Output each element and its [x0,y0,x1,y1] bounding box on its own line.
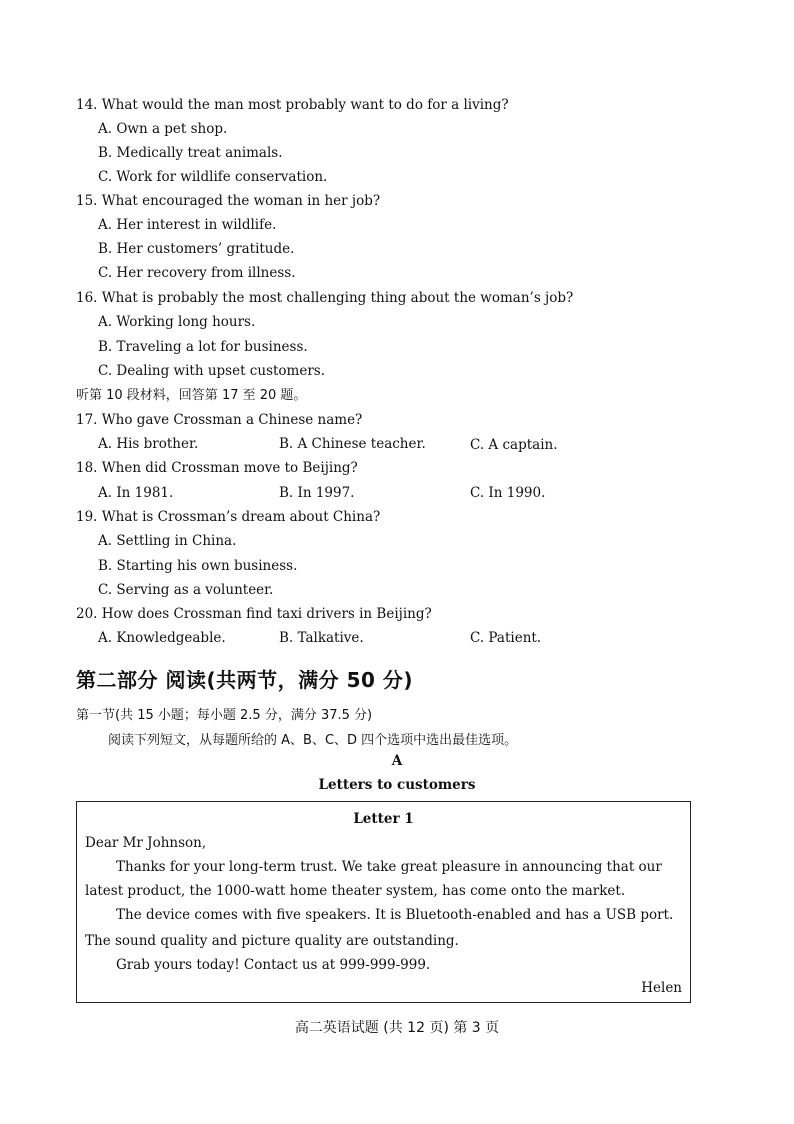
section1-heading: 第一节(共 15 小题；每小题 2.5 分，满分 37.5 分) [76,708,373,723]
reading-instruction: 阅读下列短文，从每题所给的 A、B、C、D 四个选项中选出最佳选项。 [108,733,518,748]
question-14: 14. What would the man most probably want to do for a living? [76,97,509,113]
option-14a: A. Own a pet shop. [98,121,228,137]
question-16: 16. What is probably the most challenging thing about the woman’s job? [76,290,574,306]
question-19: 19. What is Crossman’s dream about China? [76,509,381,525]
option-16c: C. Dealing with upset customers. [98,363,326,379]
letter-line-5: Grab yours today! Contact us at 999-999-999. [116,957,431,973]
option-20b: B. Talkative. [279,630,364,646]
letter-1-title: Letter 1 [353,811,414,827]
letter-1-box [76,801,691,1003]
option-15c: C. Her recovery from illness. [98,265,296,281]
option-14b: B. Medically treat animals. [98,145,283,161]
option-17c: C. A captain. [470,437,558,453]
option-15a: A. Her interest in wildlife. [98,217,277,233]
letter-line-1: Thanks for your long-term trust. We take great pleasure in announcing that our [116,859,662,875]
option-19c: C. Serving as a volunteer. [98,582,274,598]
option-18a: A. In 1981. [98,485,174,501]
question-17: 17. Who gave Crossman a Chinese name? [76,412,363,428]
part2-title: 第二部分 阅读(共两节，满分 50 分) [76,668,414,692]
question-20: 20. How does Crossman find taxi drivers in Beijing? [76,606,432,622]
option-20c: C. Patient. [470,630,542,646]
passage-label: A [391,753,403,769]
question-18: 18. When did Crossman move to Beijing? [76,460,358,476]
option-18b: B. In 1997. [279,485,355,501]
option-18c: C. In 1990. [470,485,546,501]
option-20a: A. Knowledgeable. [98,630,226,646]
option-19b: B. Starting his own business. [98,558,298,574]
passage10-instruction: 听第 10 段材料，回答第 17 至 20 题。 [76,388,307,403]
option-16a: A. Working long hours. [98,314,256,330]
option-16b: B. Traveling a lot for business. [98,339,308,355]
question-15: 15. What encouraged the woman in her job? [76,193,381,209]
letter-line-2: latest product, the 1000-watt home theater system, has come onto the market. [85,883,626,899]
option-17b: B. A Chinese teacher. [279,436,426,452]
letter-greeting: Dear Mr Johnson, [85,835,207,851]
letter-line-3: The device comes with five speakers. It is Bluetooth-enabled and has a USB port. [116,907,674,923]
option-17a: A. His brother. [98,436,199,452]
option-15b: B. Her customers’ gratitude. [98,241,295,257]
passage-title: Letters to customers [318,777,476,793]
page-footer: 高二英语试题 (共 12 页) 第 3 页 [294,1020,500,1036]
option-19a: A. Settling in China. [98,533,237,549]
letter-line-4: The sound quality and picture quality are outstanding. [85,933,459,949]
option-14c: C. Work for wildlife conservation. [98,169,328,185]
letter-signature: Helen [641,980,682,996]
